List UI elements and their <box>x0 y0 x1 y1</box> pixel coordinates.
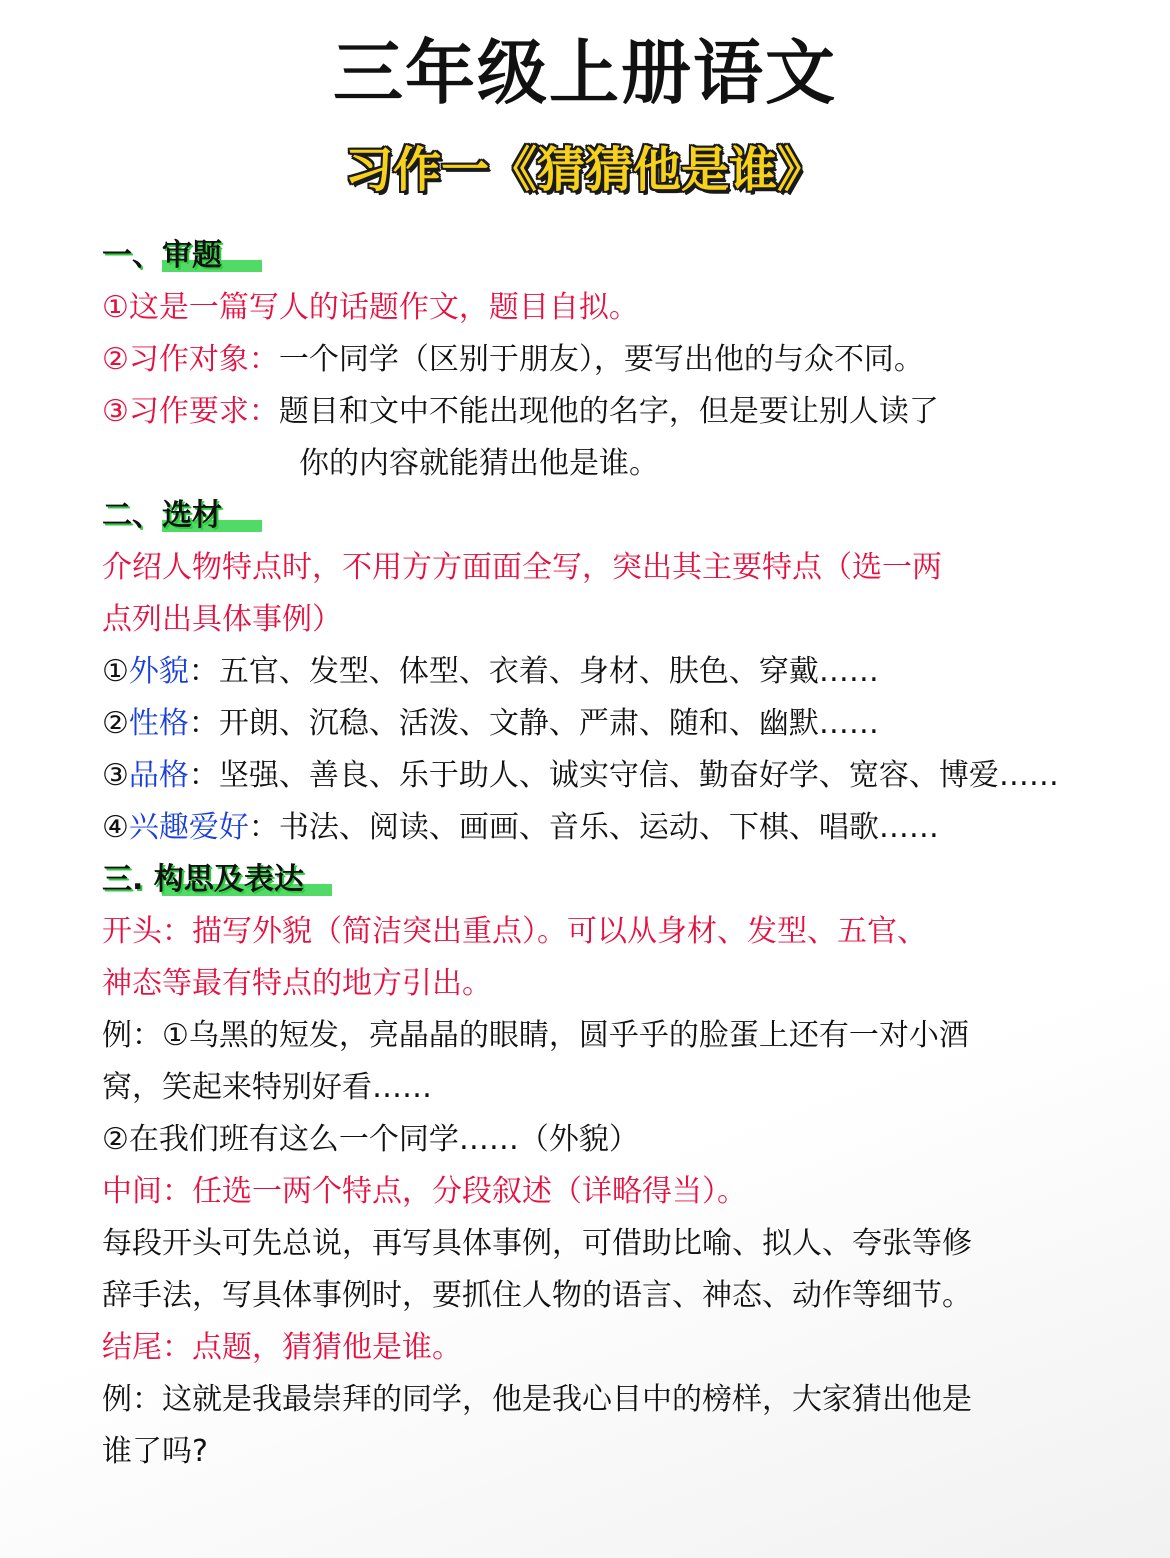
section3-example3-1: 例：这就是我最崇拜的同学，他是我心目中的榜样，大家猜出他是 <box>102 1382 972 1417</box>
item-text: ：五官、发型、体型、衣着、身材、肤色、穿戴…… <box>188 654 879 689</box>
section3-middle-desc-2: 辞手法，写具体事例时，要抓住人物的语言、神态、动作等细节。 <box>102 1278 972 1313</box>
item-number: ③ <box>102 758 129 793</box>
section1-line-3 <box>102 386 1162 438</box>
section-heading-3 <box>102 854 1162 906</box>
section1-line-3-continued: 你的内容就能猜出他是谁。 <box>299 446 659 481</box>
section2-intro-2: 点列出具体事例） <box>102 602 342 637</box>
item-label: 兴趣爱好 <box>128 810 249 845</box>
section3-example3-2: 谁了吗? <box>102 1434 208 1469</box>
item-text: ：坚强、善良、乐于助人、诚实守信、勤奋好学、宽容、博爱…… <box>188 758 1059 793</box>
section1-label-2: ②习作对象： <box>102 342 279 377</box>
section1-text-3: 题目和文中不能出现他的名字，但是要让别人读了 <box>278 394 939 429</box>
item-label: 外貌 <box>128 654 189 689</box>
section3-opening-1: 开头：描写外貌（简洁突出重点）。可以从身材、发型、五官、 <box>102 914 927 949</box>
section1-line-1: ①这是一篇写人的话题作文，题目自拟。 <box>102 290 639 325</box>
section3-example1-1: 例：①乌黑的短发，亮晶晶的眼睛，圆乎乎的脸蛋上还有一对小酒 <box>102 1018 969 1053</box>
page-title: 三年级上册语文 <box>333 32 837 114</box>
document-content <box>102 230 1162 1478</box>
item-text: ：开朗、沉稳、活泼、文静、严肃、随和、幽默…… <box>188 706 879 741</box>
section2-intro-1: 介绍人物特点时，不用方方面面全写，突出其主要特点（选一两 <box>102 550 942 585</box>
section3-example2: ②在我们班有这么一个同学……（外貌） <box>102 1122 639 1157</box>
section3-opening-2: 神态等最有特点的地方引出。 <box>102 966 492 1001</box>
item-number: ① <box>102 654 129 689</box>
section1-line-2 <box>102 334 1162 386</box>
item-number: ④ <box>102 810 129 845</box>
section2-item <box>102 750 1162 802</box>
section3-ending: 结尾：点题，猜猜他是谁。 <box>102 1330 462 1365</box>
section-heading-1 <box>102 230 1162 282</box>
section-heading-text: 一、审题 <box>102 238 222 273</box>
section-heading-2 <box>102 490 1162 542</box>
section3-middle: 中间：任选一两个特点，分段叙述（详略得当）。 <box>102 1174 747 1209</box>
section-heading-text: 三. 构思及表达 <box>102 862 304 897</box>
section2-item <box>102 802 1162 854</box>
item-label: 性格 <box>128 706 189 741</box>
page-subtitle: 习作一《猜猜他是谁》 <box>344 142 825 198</box>
section3-middle-desc-1: 每段开头可先总说，再写具体事例，可借助比喻、拟人、夸张等修 <box>102 1226 972 1261</box>
section3-example1-2: 窝，笑起来特别好看…… <box>102 1070 432 1105</box>
section1-label-3: ③习作要求： <box>102 394 279 429</box>
item-label: 品格 <box>128 758 189 793</box>
section-heading-text: 二、选材 <box>102 498 222 533</box>
section2-item <box>102 646 1162 698</box>
item-text: ：书法、阅读、画画、音乐、运动、下棋、唱歌…… <box>248 810 939 845</box>
section1-text-2: 一个同学（区别于朋友），要写出他的与众不同。 <box>278 342 924 377</box>
section2-item <box>102 698 1162 750</box>
item-number: ② <box>102 706 129 741</box>
